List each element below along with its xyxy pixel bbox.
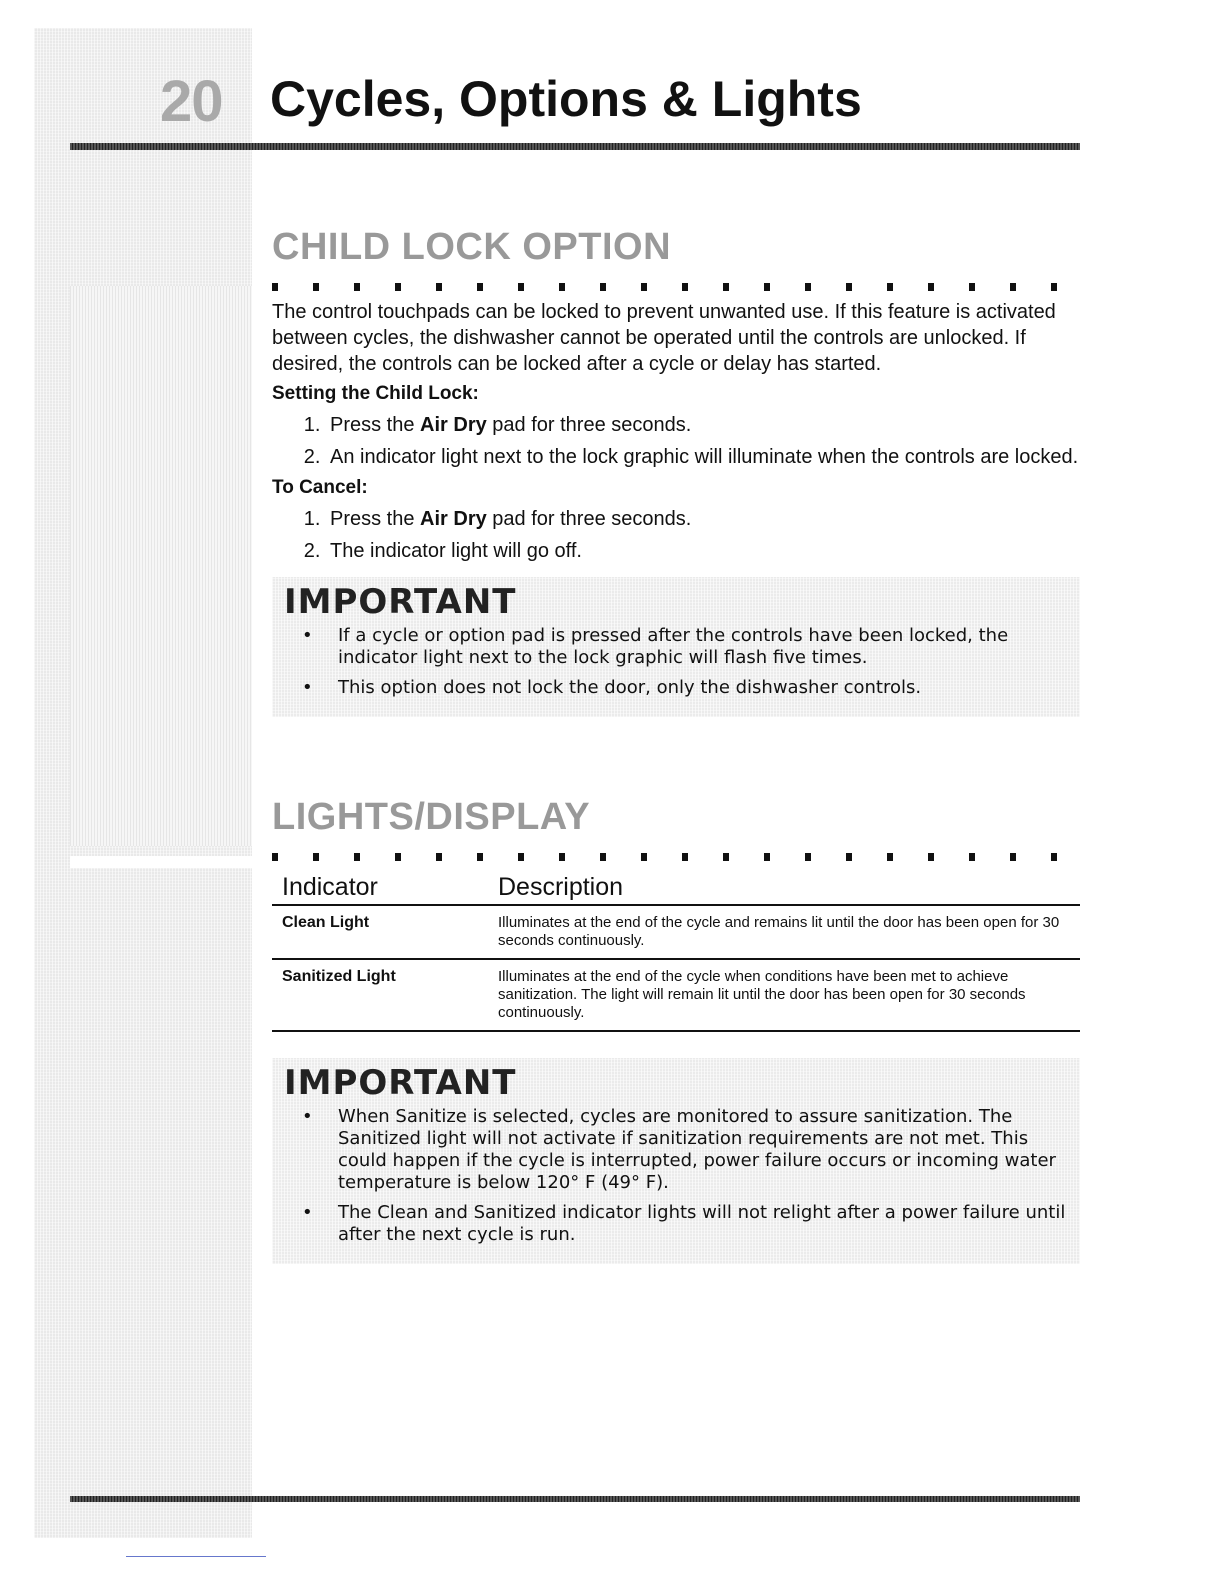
cancel-steps — [272, 507, 1080, 563]
child-lock-heading: CHILD LOCK OPTION — [272, 226, 672, 268]
lights-display-section — [272, 796, 1080, 1264]
bullet-icon: • — [302, 677, 313, 698]
list-item: 2. The indicator light will go off. — [326, 539, 1080, 563]
setting-child-lock-heading: Setting the Child Lock: — [272, 383, 479, 404]
list-item: • The Clean and Sanitized indicator lights will not relight after a power failure until after the next cycle is run. — [302, 1202, 1066, 1245]
description-cell: Illuminates at the end of the cycle when conditions have been met to achieve sanitization. The light will remain lit until the door has been open for 30 seconds continuously. — [488, 959, 1080, 1031]
page-title: Cycles, Options & Lights — [270, 71, 862, 127]
child-lock-intro: The control touchpads can be locked to prevent unwanted use. If this feature is activated between cycles, the dishwasher cannot be operated until the controls are unlocked. If desired, the controls can be locked after a cycle or delay has started. — [272, 301, 1056, 375]
child-lock-section — [272, 226, 1080, 717]
to-cancel-heading: To Cancel: — [272, 477, 368, 498]
header-rule — [70, 143, 1080, 150]
indicator-cell: Clean Light — [272, 905, 488, 959]
list-item: 2. An indicator light next to the lock graphic will illuminate when the controls are locked. — [326, 445, 1080, 469]
list-item: 1. Press the Air Dry pad for three seconds. — [326, 413, 1080, 437]
list-item: • If a cycle or option pad is pressed after the controls have been locked, the indicator light next to the lock graphic will flash five times. — [302, 625, 1009, 668]
column-header-description: Description — [488, 873, 1080, 905]
section-divider — [272, 283, 1080, 291]
important-box-lights — [272, 1058, 1080, 1264]
lights-display-heading: LIGHTS/DISPLAY — [272, 796, 591, 838]
list-item: • When Sanitize is selected, cycles are monitored to assure sanitization. The Sanitized light will not activate if sanitization requirements are not met. This could happen if the cycle is interrupted, power failure occurs or incoming water temperature is below 120° F (49° F). — [302, 1106, 1056, 1193]
page-number: 20 — [160, 69, 223, 134]
important-title: IMPORTANT — [284, 582, 517, 622]
section-divider — [272, 853, 1080, 861]
bullet-icon: • — [302, 625, 313, 646]
list-item: • This option does not lock the door, only the dishwasher controls. — [302, 677, 922, 698]
description-cell: Illuminates at the end of the cycle and remains lit until the door has been open for 30 seconds continuously. — [488, 905, 1080, 959]
table-row — [272, 905, 1080, 959]
column-header-indicator: Indicator — [272, 873, 488, 905]
list-item: 1. Press the Air Dry pad for three seconds. — [326, 507, 1080, 531]
lights-table — [272, 873, 1080, 1032]
corner-line — [126, 1556, 266, 1557]
important-box-child-lock — [272, 577, 1080, 717]
important-title: IMPORTANT — [284, 1063, 517, 1103]
table-row — [272, 959, 1080, 1031]
indicator-cell: Sanitized Light — [272, 959, 488, 1031]
bullet-icon: • — [302, 1106, 313, 1127]
sidebar-band-gap — [70, 856, 252, 868]
footer-rule — [70, 1496, 1080, 1502]
setting-steps — [272, 413, 1080, 469]
sidebar-band-upper — [70, 286, 252, 846]
bullet-icon: • — [302, 1202, 313, 1223]
